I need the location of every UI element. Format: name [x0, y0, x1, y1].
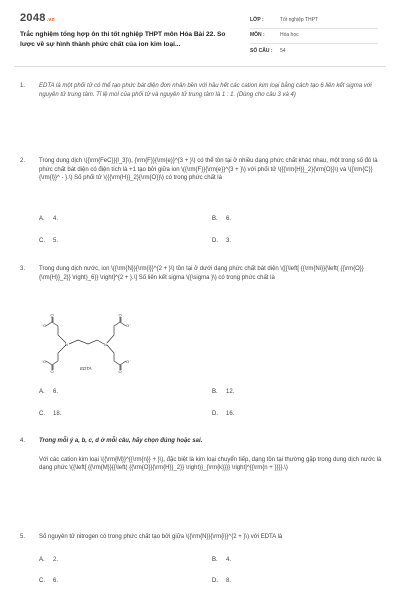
svg-text:O: O [118, 369, 122, 373]
site-logo[interactable] [20, 11, 55, 27]
meta-value-subject: Hóa học [280, 32, 299, 39]
svg-text:⁻O: ⁻O [41, 323, 47, 328]
question-text: Trong dung dịch \({\rm{FeC}}{l_3}\), {\rm{F}}{\rm{e}}^{3 + }\) có thể tồn tại ở nhiều dạng phức chất khác nhau, một trong số đó là phức chất bát diện có điện tích là +1 tạo bởi giữa ion \({\rm{F}}{\rm{e}}^{3 + }\) với phối tử \({{\rm{H}}_2}{\rm{O}}\) và \({\rm{C}}{\rm{l}}^ - }.\) Số phối tử \({{\rm{H}}_2}{\rm{O}}\) có trong phức chất là [39, 158, 378, 182]
svg-text:O⁻: O⁻ [126, 323, 132, 328]
svg-text:O⁻: O⁻ [126, 359, 132, 364]
question-number: 2. [20, 158, 26, 164]
question-number: 1. [20, 83, 26, 89]
meta-value-class: Tốt nghiệp THPT [280, 17, 318, 24]
question-subtext: Với các cation kim loại \({\rm{M}}^{{\rm{n}} + }\), đặc biệt là kim loại chuyển tiếp, dạng tồn tại thường gặp trong dung dịch nước là dạng phức \({\left[ {{\rm{M}}{{\left( {{\rm{O}}{\rm{H}}_2}} \right)}_{\rm{k}}}} \right]^{{\rm{n + }}}}.\) [39, 456, 382, 472]
question-2 [20, 157, 384, 183]
document-title: Trắc nghiệm tổng hợp ôn thi tốt nghiệp THPT môn Hóa Bài 22. So lược về sự hình thành phức chất của ion kim loại... [20, 31, 226, 48]
question-number: 4. [20, 438, 26, 444]
meta-row-count [250, 44, 378, 59]
question-5 [20, 533, 384, 542]
edta-bond-upper-right [107, 322, 126, 343]
option-c[interactable]: C. 18. [39, 411, 62, 417]
question-text: EDTA là một phối tử có thể tạo phức bát diện đơn nhân bền với hầu hết các cation kim loại bằng cách tạo 6 liên kết sigma với nguyên tử trung tâm. Tỉ lệ mol của phối tử và nguyên tử trung tâm là 1 : 1. (Dùng cho câu 3 và 4) [39, 83, 372, 98]
option-b[interactable]: B. 6. [212, 216, 232, 222]
edta-backbone [69, 340, 104, 344]
header-divider [14, 66, 386, 67]
question-3 [20, 265, 384, 282]
meta-label-count: SỐ CÂU : [250, 47, 273, 54]
option-b[interactable]: B. 12. [212, 389, 235, 395]
option-c[interactable]: C. 5. [39, 238, 59, 244]
meta-info-table [250, 14, 378, 59]
question-1 [20, 82, 384, 99]
option-d[interactable]: D. 3. [212, 238, 232, 244]
svg-text:N: N [65, 342, 68, 347]
logo-suffix: .vn [46, 17, 55, 23]
edta-bond-upper-left [46, 322, 66, 343]
svg-text:O: O [50, 313, 54, 318]
meta-value-count: 54 [280, 47, 286, 54]
meta-row-subject [250, 29, 378, 44]
svg-text:O: O [118, 313, 122, 318]
figure-caption: EDTA [80, 366, 92, 371]
option-d[interactable]: D. 16. [212, 411, 235, 417]
page-header [0, 0, 400, 66]
option-a[interactable]: A. 2. [39, 557, 59, 563]
option-d[interactable]: D. 8. [212, 578, 232, 584]
edta-bond-lower-right [107, 345, 126, 365]
meta-label-class: LỚP : [250, 17, 264, 24]
svg-text:O: O [50, 369, 54, 373]
question-text: Trong mỗi ý a, b, c, d ở mỗi câu, hãy chọn đúng hoặc sai. [39, 438, 203, 444]
logo-text: 2048 [20, 12, 46, 24]
svg-text:N: N [104, 342, 107, 347]
question-4 [20, 437, 384, 473]
meta-label-subject: MÔN : [250, 32, 265, 39]
question-text: Số nguyên tử nitrogen có trong phức chất tạo bởi giữa \({\rm{N}}{\rm{i}}^{2 + }\) với EDTA là [39, 534, 283, 540]
svg-text:⁻O: ⁻O [41, 359, 47, 364]
option-c[interactable]: C. 6. [39, 578, 59, 584]
edta-structure-figure [38, 313, 138, 373]
question-number: 3. [20, 266, 26, 272]
option-a[interactable]: A. 6. [39, 389, 59, 395]
meta-row-class [250, 14, 378, 29]
option-a[interactable]: A. 4. [39, 216, 59, 222]
question-number: 5. [20, 534, 26, 540]
edta-bond-lower-left [46, 345, 66, 365]
question-text: Trong dung dịch nước, ion \({\rm{N}}{\rm{i}}^{2 + }\) tồn tại ở dưới dạng phức chất bát diện \([{\left[ {{\rm{Ni}}{\left( {{\rm{O}}{\rm{H}}_2}} \right)_6}} \right]^{2 + }.\] Số liên kết sigma \({\sigma }\) có trong phức chất là [39, 266, 364, 281]
option-b[interactable]: B. 4. [212, 557, 232, 563]
